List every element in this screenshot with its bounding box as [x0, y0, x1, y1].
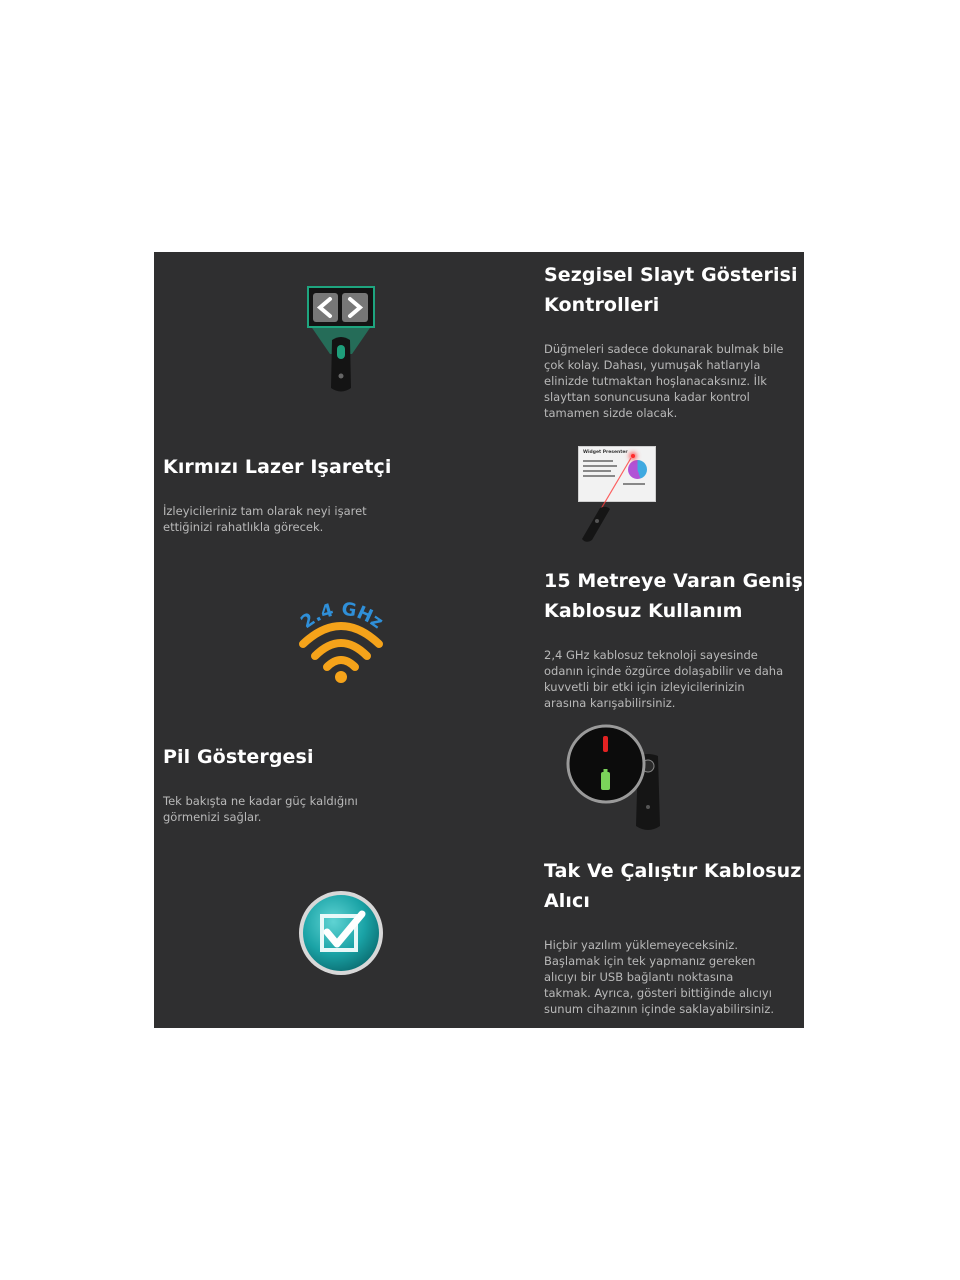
feature-desc-receiver — [544, 937, 774, 1017]
desc-line: 2,4 GHz kablosuz teknoloji sayesinde — [544, 648, 758, 662]
laser-pointer-presenter-icon — [564, 442, 664, 547]
desc-line: Başlamak için tek yapmanız gereken — [544, 954, 756, 968]
feature-title-slide-controls — [544, 260, 798, 320]
title-line: Sezgisel Slayt Gösterisi — [544, 264, 798, 286]
feature-desc-slide-controls — [544, 341, 784, 421]
title-line: 15 Metreye Varan Geniş — [544, 570, 803, 592]
desc-line: Tek bakışta ne kadar güç kaldığını — [163, 794, 358, 808]
title-line: Kontrolleri — [544, 294, 660, 316]
feature-title-wireless-range — [544, 566, 803, 626]
desc-line: İzleyicileriniz tam olarak neyi işaret — [163, 504, 367, 518]
title-line: Kırmızı Lazer Işaretçi — [163, 456, 392, 478]
desc-line: ettiğinizi rahatlıkla görecek. — [163, 520, 324, 534]
desc-line: görmenizi sağlar. — [163, 810, 262, 824]
wifi-frequency-label: 2.4 GHz — [296, 600, 387, 634]
feature-title-receiver — [544, 856, 801, 916]
features-panel — [154, 252, 804, 1028]
title-line: Tak Ve Çalıştır Kablosuz — [544, 860, 802, 882]
feature-title-battery — [163, 742, 314, 772]
feature-desc-battery — [163, 793, 358, 825]
title-line: Kablosuz Kullanım — [544, 600, 743, 622]
desc-line: Düğmeleri sadece dokunarak bulmak bile — [544, 342, 784, 356]
desc-line: sunum cihazının içinde saklayabilirsiniz. — [544, 1002, 775, 1016]
desc-line: slayttan sonuncusuna kadar kontrol — [544, 390, 750, 404]
feature-title-laser — [163, 452, 391, 482]
desc-line: çok kolay. Dahası, yumuşak hatlarıyla — [544, 358, 761, 372]
desc-line: odanın içinde özgürce dolaşabilir ve daha — [544, 664, 784, 678]
feature-desc-wireless-range — [544, 647, 783, 711]
desc-line: kuvvetli bir etki için izleyicilerinizin — [544, 680, 745, 694]
desc-line: Hiçbir yazılım yüklemeyeceksiniz. — [544, 938, 738, 952]
laser-beam-icon — [564, 442, 664, 547]
feature-desc-laser — [163, 503, 367, 535]
battery-indicator-icon — [564, 722, 664, 834]
desc-line: alıcıyı bir USB bağlantı noktasına — [544, 970, 734, 984]
desc-line: takmak. Ayrıca, gösteri bittiğinde alıcıyı — [544, 986, 772, 1000]
slide-mock-title: Widget Presenter — [583, 450, 628, 455]
title-line: Pil Göstergesi — [163, 746, 314, 768]
slide-control-presenter-icon — [304, 282, 384, 397]
desc-line: arasına karışabilirsiniz. — [544, 696, 676, 710]
checkmark-badge-icon — [296, 888, 386, 978]
desc-line: elinizde tutmaktan hoşlanacaksınız. İlk — [544, 374, 767, 388]
desc-line: tamamen sizde olacak. — [544, 406, 678, 420]
wifi-2-4ghz-icon — [295, 600, 387, 686]
title-line: Alıcı — [544, 890, 591, 912]
